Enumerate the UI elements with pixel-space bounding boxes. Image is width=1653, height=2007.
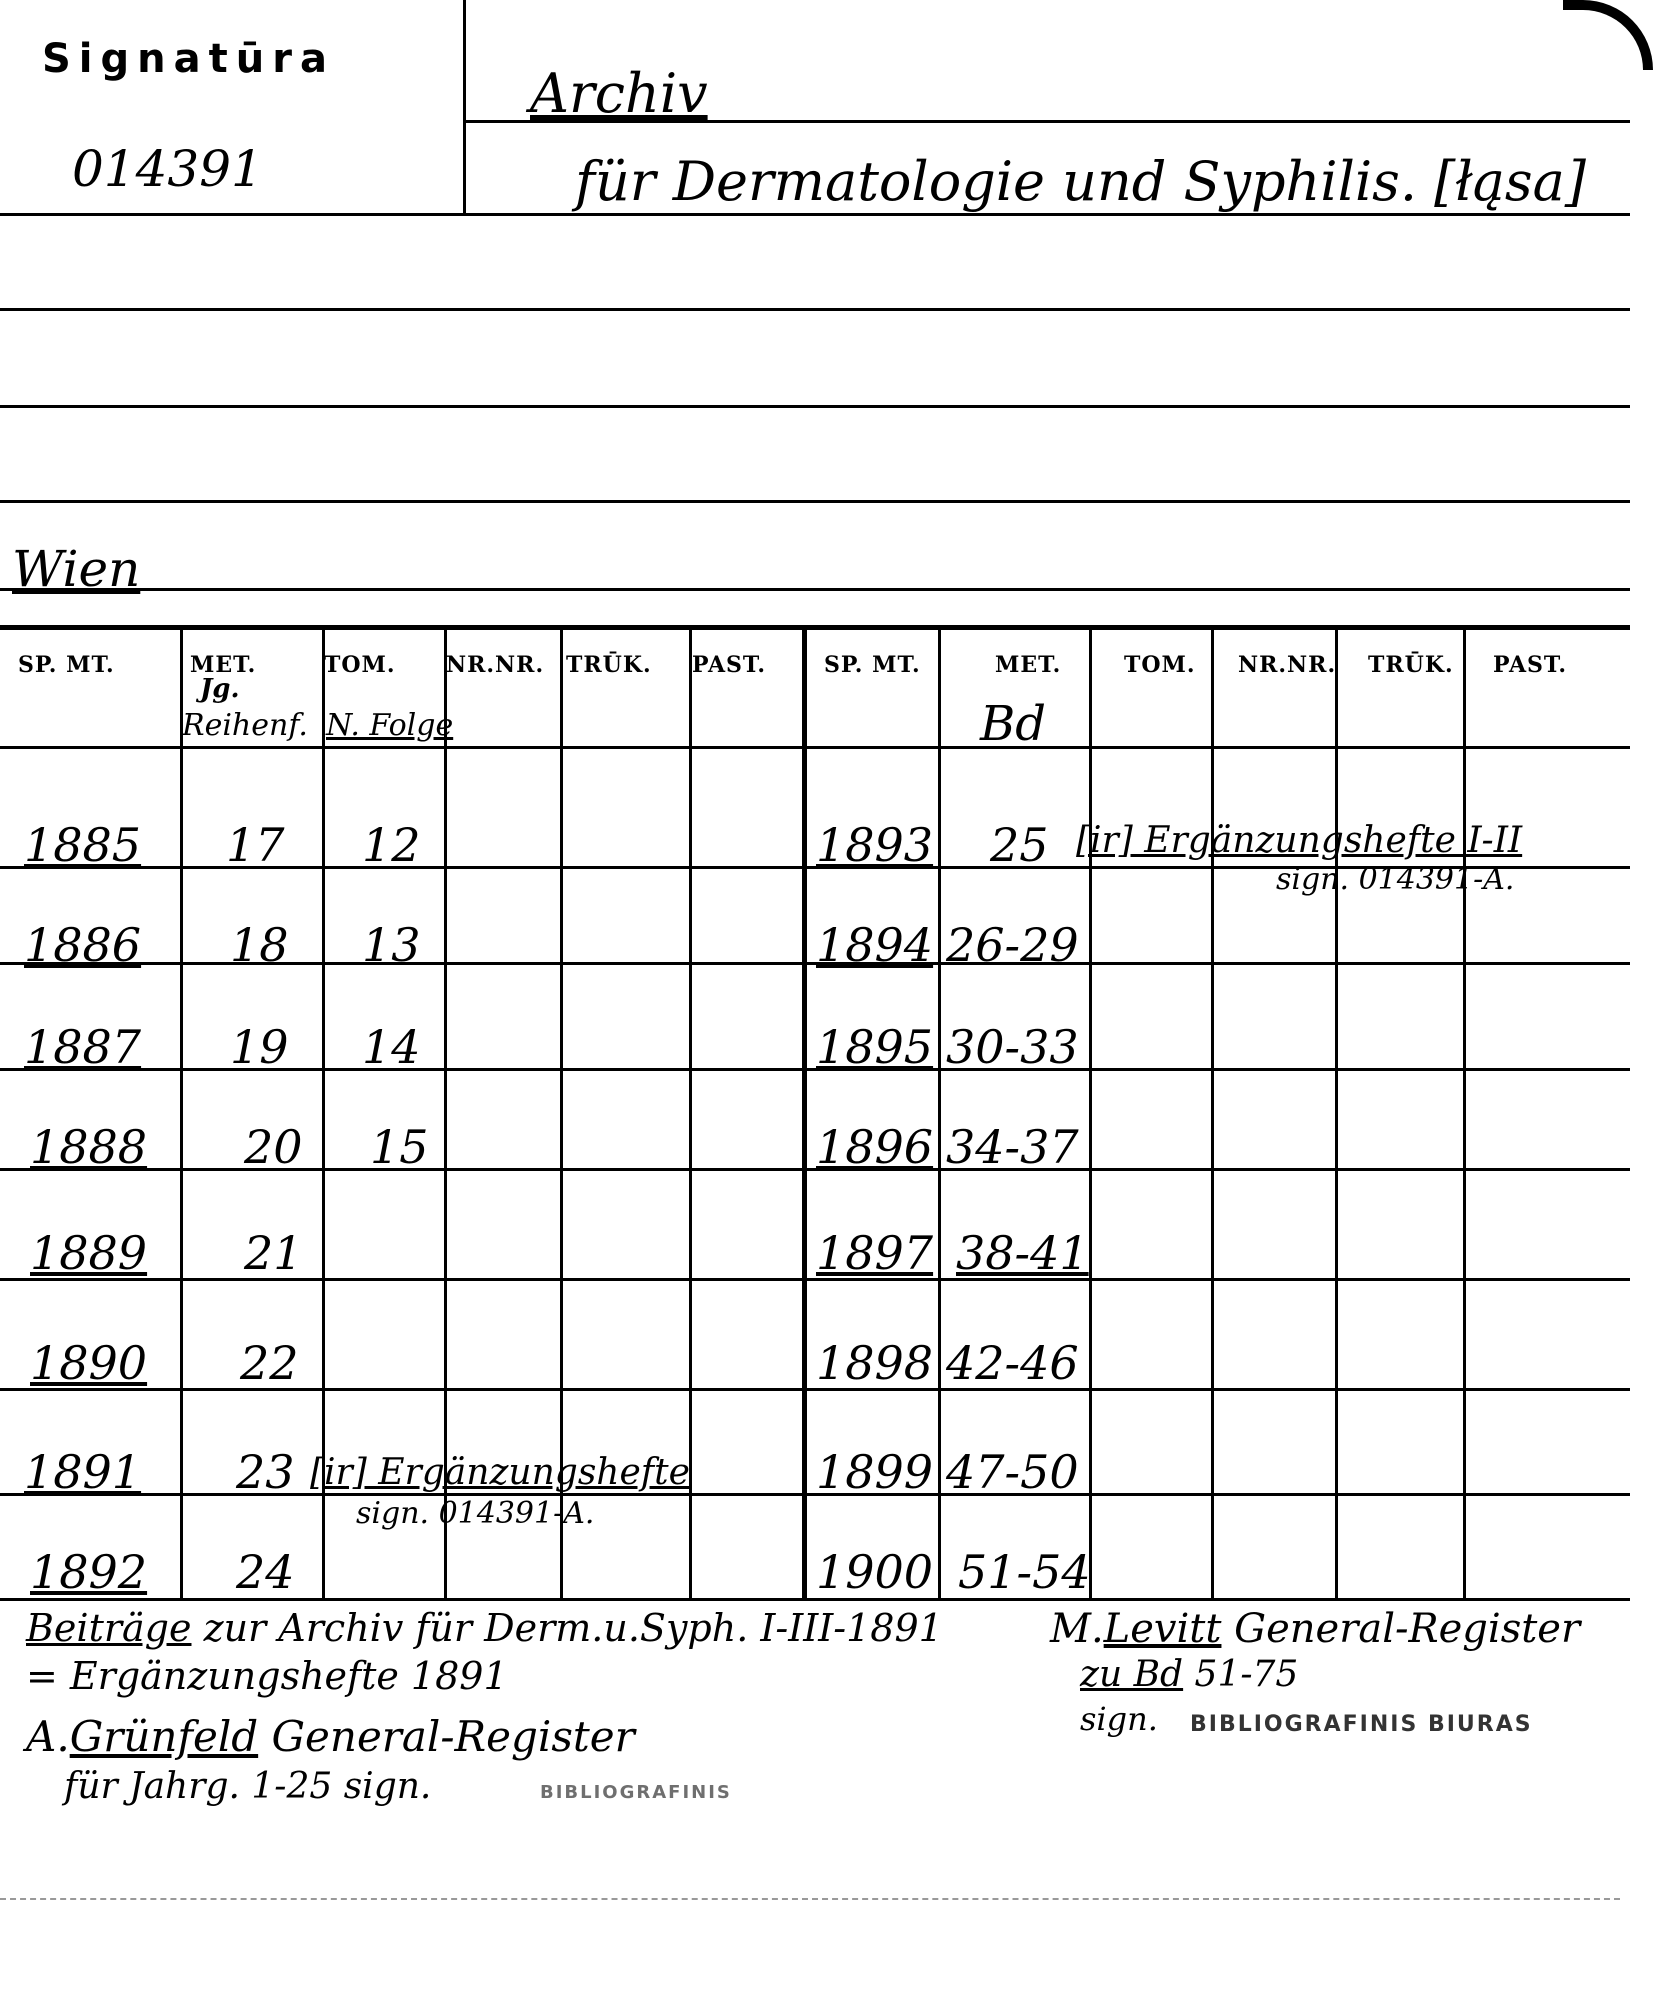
right-met: 51-54 [958, 1545, 1091, 1599]
header-right-truk: TRŪK. [1368, 652, 1454, 678]
col-divider [938, 628, 941, 1598]
rule-2 [0, 308, 1630, 311]
table-top [0, 625, 1630, 630]
left-tom: 15 [370, 1120, 429, 1174]
footer-right-author: Levitt [1103, 1606, 1222, 1652]
right-year: 1893 [816, 818, 934, 872]
footer-line-3-author: Grünfeld [69, 1712, 259, 1761]
footer-right-line-1 [1050, 1606, 1580, 1652]
left-year: 1885 [24, 818, 142, 872]
right-year: 1897 [816, 1226, 934, 1280]
title-line-2: für Dermatologie und Syphilis. [łąsa] [575, 150, 1586, 213]
col-divider [180, 628, 183, 1598]
left-met: 18 [230, 918, 289, 972]
place: Wien [12, 540, 141, 598]
title-line-1: Archiv [530, 62, 708, 125]
right-met: 25 [990, 818, 1049, 872]
footer-right-line-3: sign. [1080, 1700, 1158, 1738]
left-met: 21 [244, 1226, 303, 1280]
stamp-left: BIBLIOGRAFINIS [540, 1782, 732, 1803]
footer-right-initial: M. [1050, 1606, 1104, 1652]
rule-4 [0, 500, 1630, 503]
col-divider [1335, 628, 1338, 1598]
left-year: 1892 [30, 1545, 148, 1599]
header-right-met: MET. [995, 652, 1062, 678]
left-year: 1890 [30, 1336, 148, 1390]
right-met: 38-41 [956, 1226, 1089, 1280]
col-divider-center [802, 628, 807, 1598]
left-met: 20 [244, 1120, 303, 1174]
footer-line-1 [26, 1606, 943, 1650]
footer-right-line-2 [1080, 1654, 1298, 1695]
footer-right-range: 51-75 [1183, 1654, 1299, 1695]
right-year: 1896 [816, 1120, 934, 1174]
left-met: 23 [236, 1445, 295, 1499]
header-divider [463, 0, 466, 213]
footer-line-3-rest: General-Register [258, 1712, 635, 1761]
header-right-tom: TOM. [1124, 652, 1196, 678]
note-1893-sign: sign. 014391-A. [1276, 862, 1515, 897]
header-left-sp-mt: SP. MT. [18, 652, 115, 678]
left-year: 1891 [24, 1445, 142, 1499]
subheader-n-folge: N. Folge [326, 708, 454, 743]
subheader-jg: Jg. [200, 674, 240, 704]
right-met: 47-50 [946, 1445, 1079, 1499]
note-1891-sign: sign. 014391-A. [356, 1496, 595, 1531]
header-right-nr: NR.NR. [1238, 652, 1337, 678]
header-bottom [0, 746, 1630, 749]
right-year: 1898 [816, 1336, 934, 1390]
left-year: 1887 [24, 1020, 142, 1074]
card-bottom-edge [0, 1898, 1620, 1900]
rule-1 [0, 213, 1630, 216]
left-tom: 14 [362, 1020, 421, 1074]
right-met: 34-37 [946, 1120, 1079, 1174]
rule-3 [0, 405, 1630, 408]
left-year: 1888 [30, 1120, 148, 1174]
header-left-met: MET. [190, 652, 257, 678]
col-divider [1089, 628, 1092, 1598]
footer-right-zu-bd: zu Bd [1080, 1654, 1184, 1695]
footer-line-1-rest: zur Archiv für Derm.u.Syph. I-III-1891 [191, 1606, 943, 1650]
rule-place [0, 588, 1630, 591]
right-met: 42-46 [946, 1336, 1079, 1390]
footer-line-3 [26, 1712, 635, 1761]
left-met: 19 [230, 1020, 289, 1074]
header-left-tom: TOM. [324, 652, 396, 678]
left-tom: 12 [362, 818, 421, 872]
right-year: 1895 [816, 1020, 934, 1074]
header-left-truk: TRŪK. [566, 652, 652, 678]
card-corner [1563, 0, 1653, 70]
left-year: 1886 [24, 918, 142, 972]
footer-line-4: für Jahrg. 1-25 sign. [64, 1766, 432, 1807]
header-left-nr: NR.NR. [446, 652, 545, 678]
subheader-bd: Bd [980, 696, 1046, 752]
signature-label: Signatūra [42, 36, 335, 82]
note-1891-supplement: [ir] Ergänzungshefte [310, 1452, 690, 1493]
left-met: 17 [226, 818, 285, 872]
left-tom: 13 [362, 918, 421, 972]
header-right-past: PAST. [1493, 652, 1568, 678]
footer-line-2: = Ergänzungshefte 1891 [26, 1654, 508, 1698]
footer-line-3-initial: A. [26, 1712, 70, 1761]
header-right-sp-mt: SP. MT. [824, 652, 921, 678]
footer-line-1-lead: Beiträge [26, 1606, 192, 1650]
right-year: 1899 [816, 1445, 934, 1499]
right-year: 1900 [816, 1545, 934, 1599]
left-met: 22 [240, 1336, 299, 1390]
left-year: 1889 [30, 1226, 148, 1280]
col-divider [1463, 628, 1466, 1598]
note-1893-supplement: [ir] Ergänzungshefte I-II [1076, 820, 1523, 861]
right-year: 1894 [816, 918, 934, 972]
left-met: 24 [236, 1545, 295, 1599]
col-divider [1211, 628, 1214, 1598]
footer-right-rest: General-Register [1221, 1606, 1581, 1652]
stamp-right: BIBLIOGRAFINIS BIURAS [1190, 1712, 1533, 1737]
subheader-reihenf: Reihenf. [182, 708, 308, 743]
signature-value: 014391 [72, 140, 263, 198]
right-met: 26-29 [946, 918, 1079, 972]
header-left-past: PAST. [692, 652, 767, 678]
right-met: 30-33 [946, 1020, 1079, 1074]
